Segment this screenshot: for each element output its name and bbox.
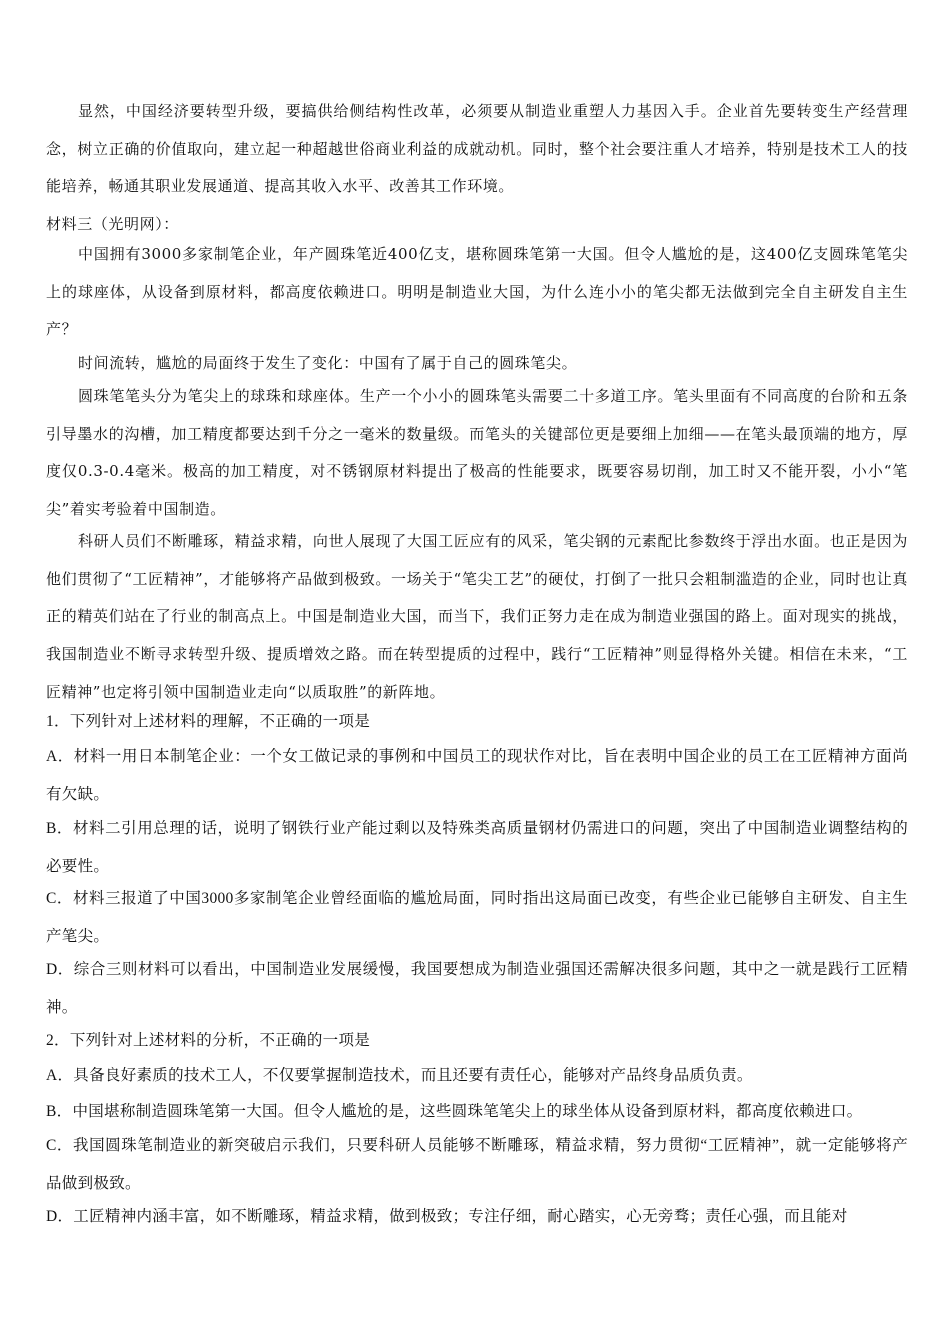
question-1-option-c: C．材料三报道了中国3000多家制笔企业曾经面临的尴尬局面，同时指出这局面已改变，有些企业已能够自主研发、自主生产笔尖。 xyxy=(46,890,908,945)
question-2-option-a: A．具备良好素质的技术工人，不仅要掌握制造技术，而且还要有责任心，能够对产品终身品质负责。 xyxy=(46,1067,753,1084)
passage-paragraph-3: 时间流转，尴尬的局面终于发生了变化：中国有了属于自己的圆珠笔尖。 xyxy=(78,354,578,372)
question-2-option-c: C．我国圆珠笔制造业的新突破启示我们，只要科研人员能够不断雕琢，精益求精，努力贯彻“工匠精神”，就一定能够将产品做到极致。 xyxy=(46,1137,908,1192)
material-3-heading: 材料三（光明网）： xyxy=(46,215,179,233)
question-2-option-d: D．工匠精神内涵丰富，如不断雕琢，精益求精，做到极致；专注仔细，耐心踏实，心无旁骛；责任心强，而且能对 xyxy=(46,1208,848,1225)
question-2-stem: 2．下列针对上述材料的分析，不正确的一项是 xyxy=(46,1032,371,1049)
passage-paragraph-2: 中国拥有3000多家制笔企业，年产圆珠笔近400亿支，堪称圆珠笔第一大国。但令人尴尬的是，这400亿支圆珠笔笔尖上的球座体，从设备到原材料，都高度依赖进口。明明是制造业大国，为什么连小小的笔尖都无法做到完全自主研发自主生产？ xyxy=(46,245,908,339)
passage-paragraph-4: 圆珠笔笔头分为笔尖上的球珠和球座体。生产一个小小的圆珠笔头需要二十多道工序。笔头里面有不同高度的台阶和五条引导墨水的沟槽，加工精度都要达到千分之一毫米的数量级。而笔头的关键部位更是要细上加细——在笔头最顶端的地方，厚度仅0.3-0.4毫米。极高的加工精度，对不锈钢原材料提出了极高的性能要求，既要容易切削，加工时又不能开裂，小小“笔尖”着实考验着中国制造。 xyxy=(46,387,908,519)
question-1-option-d: D．综合三则材料可以看出，中国制造业发展缓慢，我国要想成为制造业强国还需解决很多问题，其中之一就是践行工匠精神。 xyxy=(46,961,908,1016)
question-1-option-b: B．材料二引用总理的话，说明了钢铁行业产能过剩以及特殊类高质量钢材仍需进口的问题，突出了中国制造业调整结构的必要性。 xyxy=(46,820,908,875)
question-1-stem: 1．下列针对上述材料的理解，不正确的一项是 xyxy=(46,713,371,730)
passage-paragraph-5: 科研人员们不断雕琢，精益求精，向世人展现了大国工匠应有的风采，笔尖钢的元素配比参数终于浮出水面。也正是因为他们贯彻了“工匠精神”，才能够将产品做到极致。一场关于“笔尖工艺”的硬仗，打倒了一批只会粗制滥造的企业，同时也让真正的精英们站在了行业的制高点上。中国是制造业大国，而当下，我们正努力走在成为制造业强国的路上。面对现实的挑战，我国制造业不断寻求转型升级、提质增效之路。而在转型提质的过程中，践行“工匠精神”则显得格外关键。相信在未来，“工匠精神”也定将引领中国制造业走向“以质取胜”的新阵地。 xyxy=(46,532,908,701)
passage-paragraph-1: 显然，中国经济要转型升级，要搞供给侧结构性改革，必须要从制造业重塑人力基因入手。企业首先要转变生产经营理念，树立正确的价值取向，建立起一种超越世俗商业利益的成就动机。同时，整个社会要注重人才培养，特别是技术工人的技能培养，畅通其职业发展通道、提高其收入水平、改善其工作环境。 xyxy=(46,102,908,196)
question-1-option-a: A．材料一用日本制笔企业：一个女工做记录的事例和中国员工的现状作对比，旨在表明中国企业的员工在工匠精神方面尚有欠缺。 xyxy=(46,748,908,803)
question-2-option-b: B．中国堪称制造圆珠笔第一大国。但令人尴尬的是，这些圆珠笔笔尖上的球坐体从设备到原材料，都高度依赖进口。 xyxy=(46,1103,863,1120)
